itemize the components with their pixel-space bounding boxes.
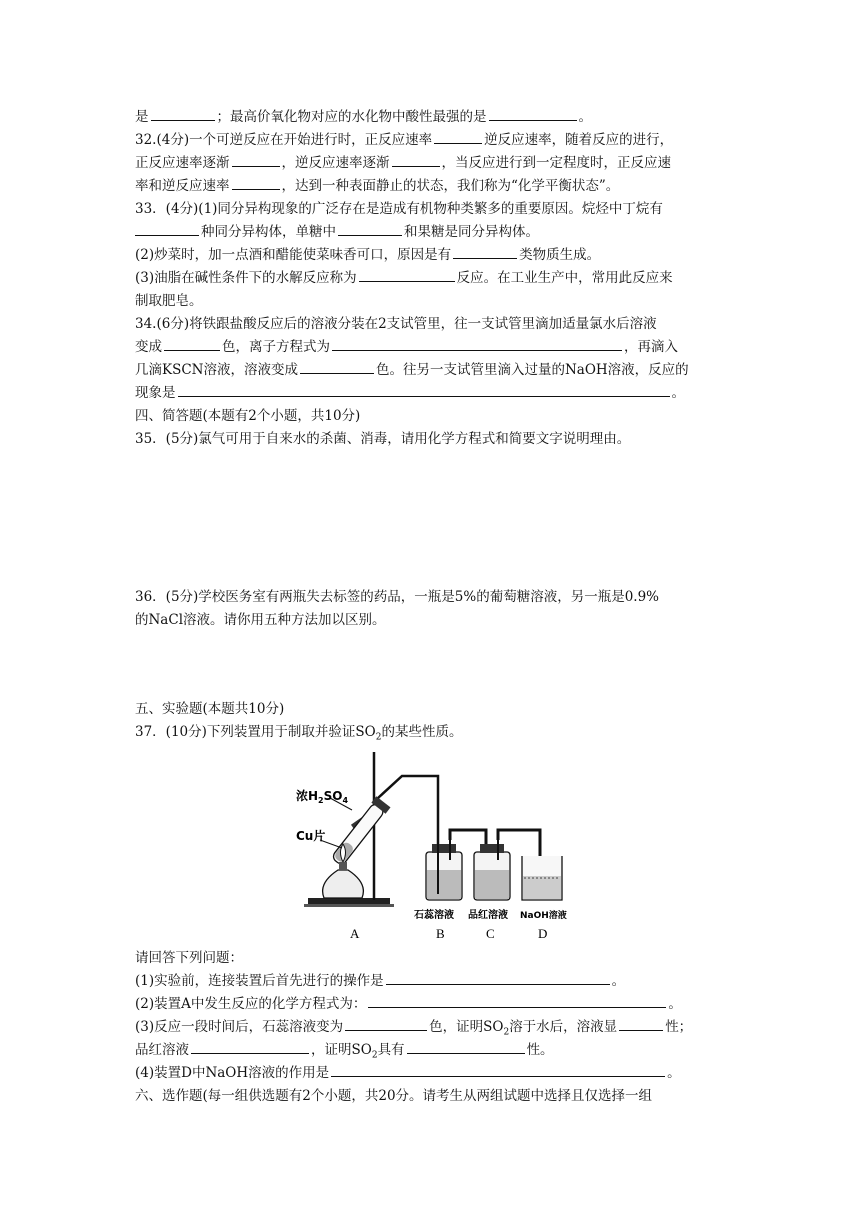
text-line: 率和逆反应速率 ，达到一种表面静止的状态，我们称为“化学平衡状态”。 (135, 175, 745, 197)
copper-label: Cu片 (296, 829, 326, 843)
section-heading: 五、实验题(本题共10分) (135, 701, 285, 717)
answer-blank[interactable] (135, 221, 199, 236)
solution-b-label: 石蕊溶液 (414, 910, 454, 921)
text-line: 制取肥皂。 (135, 293, 203, 309)
text-line: 种同分异构体，单糖中 和果糖是同分异构体。 (135, 221, 745, 243)
text-line: 是 ；最高价氧化物对应的水化物中酸性最强的是 。 (135, 106, 745, 128)
answer-blank[interactable] (338, 221, 402, 236)
answer-blank[interactable] (434, 129, 482, 144)
text-line: 几滴KSCN溶液，溶液变成 色。往另一支试管里滴入过量的NaOH溶液，反应的 (135, 359, 745, 381)
test-tube (330, 796, 391, 867)
answer-blank[interactable] (359, 267, 455, 282)
label-b: B (436, 926, 445, 941)
answer-blank[interactable] (232, 175, 280, 190)
bottle-c (474, 840, 510, 900)
question-33: 33．(4分)(1)同分异构现象的广泛存在是造成有机物种类繁多的重要原因。烷烃中丁烷有 (135, 201, 663, 217)
answer-blank[interactable] (191, 1039, 309, 1054)
text-line: 请回答下列问题： (135, 950, 243, 966)
question-34: 34.(6分)将铁跟盐酸反应后的溶液分装在2支试管里，往一支试管里滴加适量氯水后溶液 (135, 316, 657, 332)
section-heading: 六、选作题(每一组供选题有2个小题，共20分。请考生从两组试题中选择且仅选择一组 (135, 1088, 653, 1104)
alcohol-lamp (323, 844, 364, 898)
answer-blank[interactable] (345, 1016, 427, 1031)
label-d: D (538, 926, 548, 941)
answer-blank[interactable] (392, 152, 440, 167)
text-line: (3)反应一段时间后，石蕊溶液变为 色，证明$SO_2$溶于水后，溶液显 性； (135, 1016, 745, 1044)
section-heading: 四、简答题(本题有2个小题，共10分) (135, 408, 361, 424)
answer-blank[interactable] (453, 244, 517, 259)
text-line: (4)装置D中NaOH溶液的作用是 。 (135, 1062, 745, 1084)
answer-blank[interactable] (407, 1039, 525, 1054)
beaker-d (522, 856, 562, 900)
stand-base (308, 898, 390, 904)
bottle-b (426, 840, 462, 900)
text-line: 品红溶液 ，证明$SO_2$具有 性。 (135, 1039, 745, 1067)
question-32: 32.(4分)一个可逆反应在开始进行时，正反应速率 逆反应速率，随着反应的进行， (135, 129, 745, 151)
answer-blank[interactable] (331, 1062, 665, 1077)
solution-c-label: 品红溶液 (468, 910, 508, 921)
question-37: 37．(10分)下列装置用于制取并验证$SO_2$的某些性质。 (135, 724, 463, 743)
acid-label: 浓$H_2SO_4$ (296, 789, 349, 805)
answer-blank[interactable] (300, 359, 374, 374)
text-line: 变成 色，离子方程式为 ，再滴入 (135, 336, 745, 358)
label-a: A (350, 926, 360, 941)
text-line: 正反应速率逐渐 ，逆反应速率逐渐 ，当反应进行到一定程度时，正反应速 (135, 152, 745, 174)
solution-d-label: NaOH溶液 (520, 911, 567, 921)
question-36: 36．(5分)学校医务室有两瓶失去标签的药品，一瓶是5%的葡萄糖溶液，另一瓶是0.9% (135, 589, 660, 605)
label-c: C (486, 926, 495, 941)
answer-blank[interactable] (332, 336, 622, 351)
answer-blank[interactable] (368, 993, 666, 1008)
text-line: (2)装置A中发生反应的化学方程式为： 。 (135, 993, 745, 1015)
answer-blank[interactable] (164, 336, 220, 351)
answer-blank[interactable] (232, 152, 280, 167)
text-line: 现象是 。 (135, 382, 745, 404)
question-35: 35．(5分)氯气可用于自来水的杀菌、消毒，请用化学方程式和简要文字说明理由。 (135, 431, 631, 447)
text-line: (3)油脂在碱性条件下的水解反应称为 反应。在工业生产中，常用此反应来 (135, 267, 745, 289)
answer-blank[interactable] (619, 1016, 663, 1031)
apparatus-figure (290, 748, 590, 943)
answer-blank[interactable] (151, 106, 215, 121)
text-line: 的NaCl溶液。请你用五种方法加以区别。 (135, 612, 386, 628)
text-line: (2)炒菜时，加一点酒和醋能使菜味香可口，原因是有 类物质生成。 (135, 244, 745, 266)
answer-blank[interactable] (489, 106, 577, 121)
text-line: (1)实验前，连接装置后首先进行的操作是 。 (135, 970, 745, 992)
answer-blank[interactable] (386, 970, 610, 985)
answer-blank[interactable] (178, 382, 670, 397)
